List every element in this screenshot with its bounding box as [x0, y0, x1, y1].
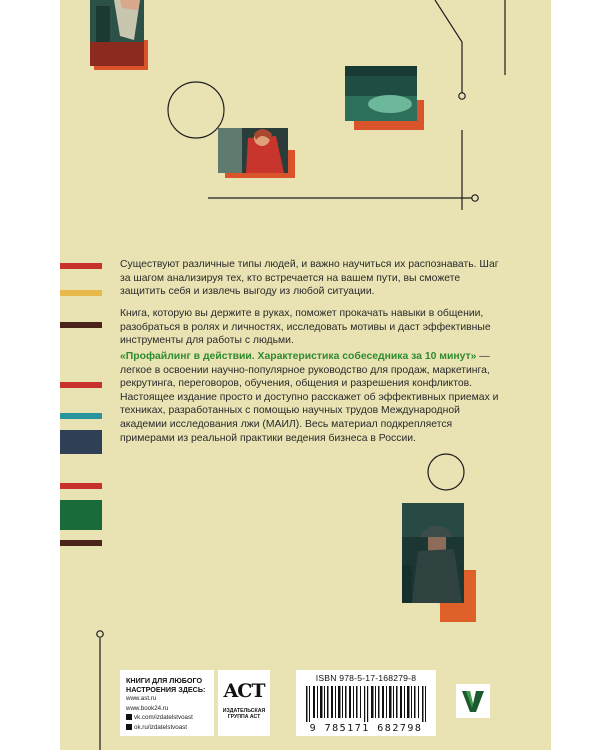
book-description-paragraph: Книга, которую вы держите в руках, поможет прокачать навыки в общении, разобраться в ролях и личностях, исследовать мотивы и даст эффективные инструменты для работы с людьми. [120, 308, 491, 347]
stripe-green [60, 500, 102, 530]
stripe-yellow [60, 290, 102, 296]
store-link-ok[interactable]: ok.ru/izdatelstvoast [134, 723, 187, 731]
stores-heading: КНИГИ ДЛЯ ЛЮБОГО НАСТРОЕНИЯ ЗДЕСЬ: [126, 676, 206, 694]
book-title: «Профайлинг в действии. Характеристика собеседника за 10 минут» [120, 351, 477, 362]
store-link-vk[interactable]: vk.com/izdatelstvoast [134, 714, 193, 721]
stripe-navy [60, 430, 102, 454]
summary-text: — легкое в освоении научно-популярное руководство для продаж, маркетинга, рекрутинга, переговоров, обучения, общения и разрешения конфликтов. Настоящее издание просто и доступно расскажет об эффективных приемах и техниках, разработанных с помощью научных трудов Международной академии исследования лжи (МАИЛ). Весь материал подкрепляется примерами из реальной практики ведения бизнеса в России. [120, 351, 499, 444]
stripe-teal [60, 413, 102, 419]
back-cover [60, 0, 551, 750]
stripe-brown-2 [60, 540, 102, 546]
stripe-red [60, 263, 102, 269]
ok-icon [126, 724, 132, 730]
barcode-digits: 9 785171 682798 [309, 723, 423, 734]
store-link-book24[interactable]: www.book24.ru [126, 704, 169, 712]
publisher-subtitle: ИЗДАТЕЛЬСКАЯ ГРУППА АСТ [222, 708, 266, 721]
stripe-brown [60, 322, 102, 328]
publisher-logo-text: ACT [223, 680, 265, 702]
stripe-red-3 [60, 483, 102, 489]
isbn-text: ISBN 978-5-17-168279-8 [315, 673, 417, 683]
vk-icon [126, 714, 132, 720]
painting-man-fragment [90, 0, 144, 66]
stripe-red-2 [60, 382, 102, 388]
store-link-ast[interactable]: www.ast.ru [126, 695, 157, 702]
barcode-bars [296, 686, 436, 726]
publisher-logo [218, 670, 270, 736]
painting-woman-fragment [218, 128, 288, 173]
barcode-block [296, 670, 436, 736]
painting-hat-man-fragment [402, 503, 464, 603]
title-paragraph [120, 350, 508, 445]
intro-paragraph: Существуют различные типы людей, и важно научиться их распознавать. Шаг за шагом анализируя тех, кто встречается на вашем пути, вы сможете защитить себя и извлечь выгоду из любой ситуации. [120, 259, 499, 298]
painting-diner-fragment [345, 66, 417, 121]
v-logo-icon [456, 684, 490, 718]
stores-block [120, 670, 214, 736]
